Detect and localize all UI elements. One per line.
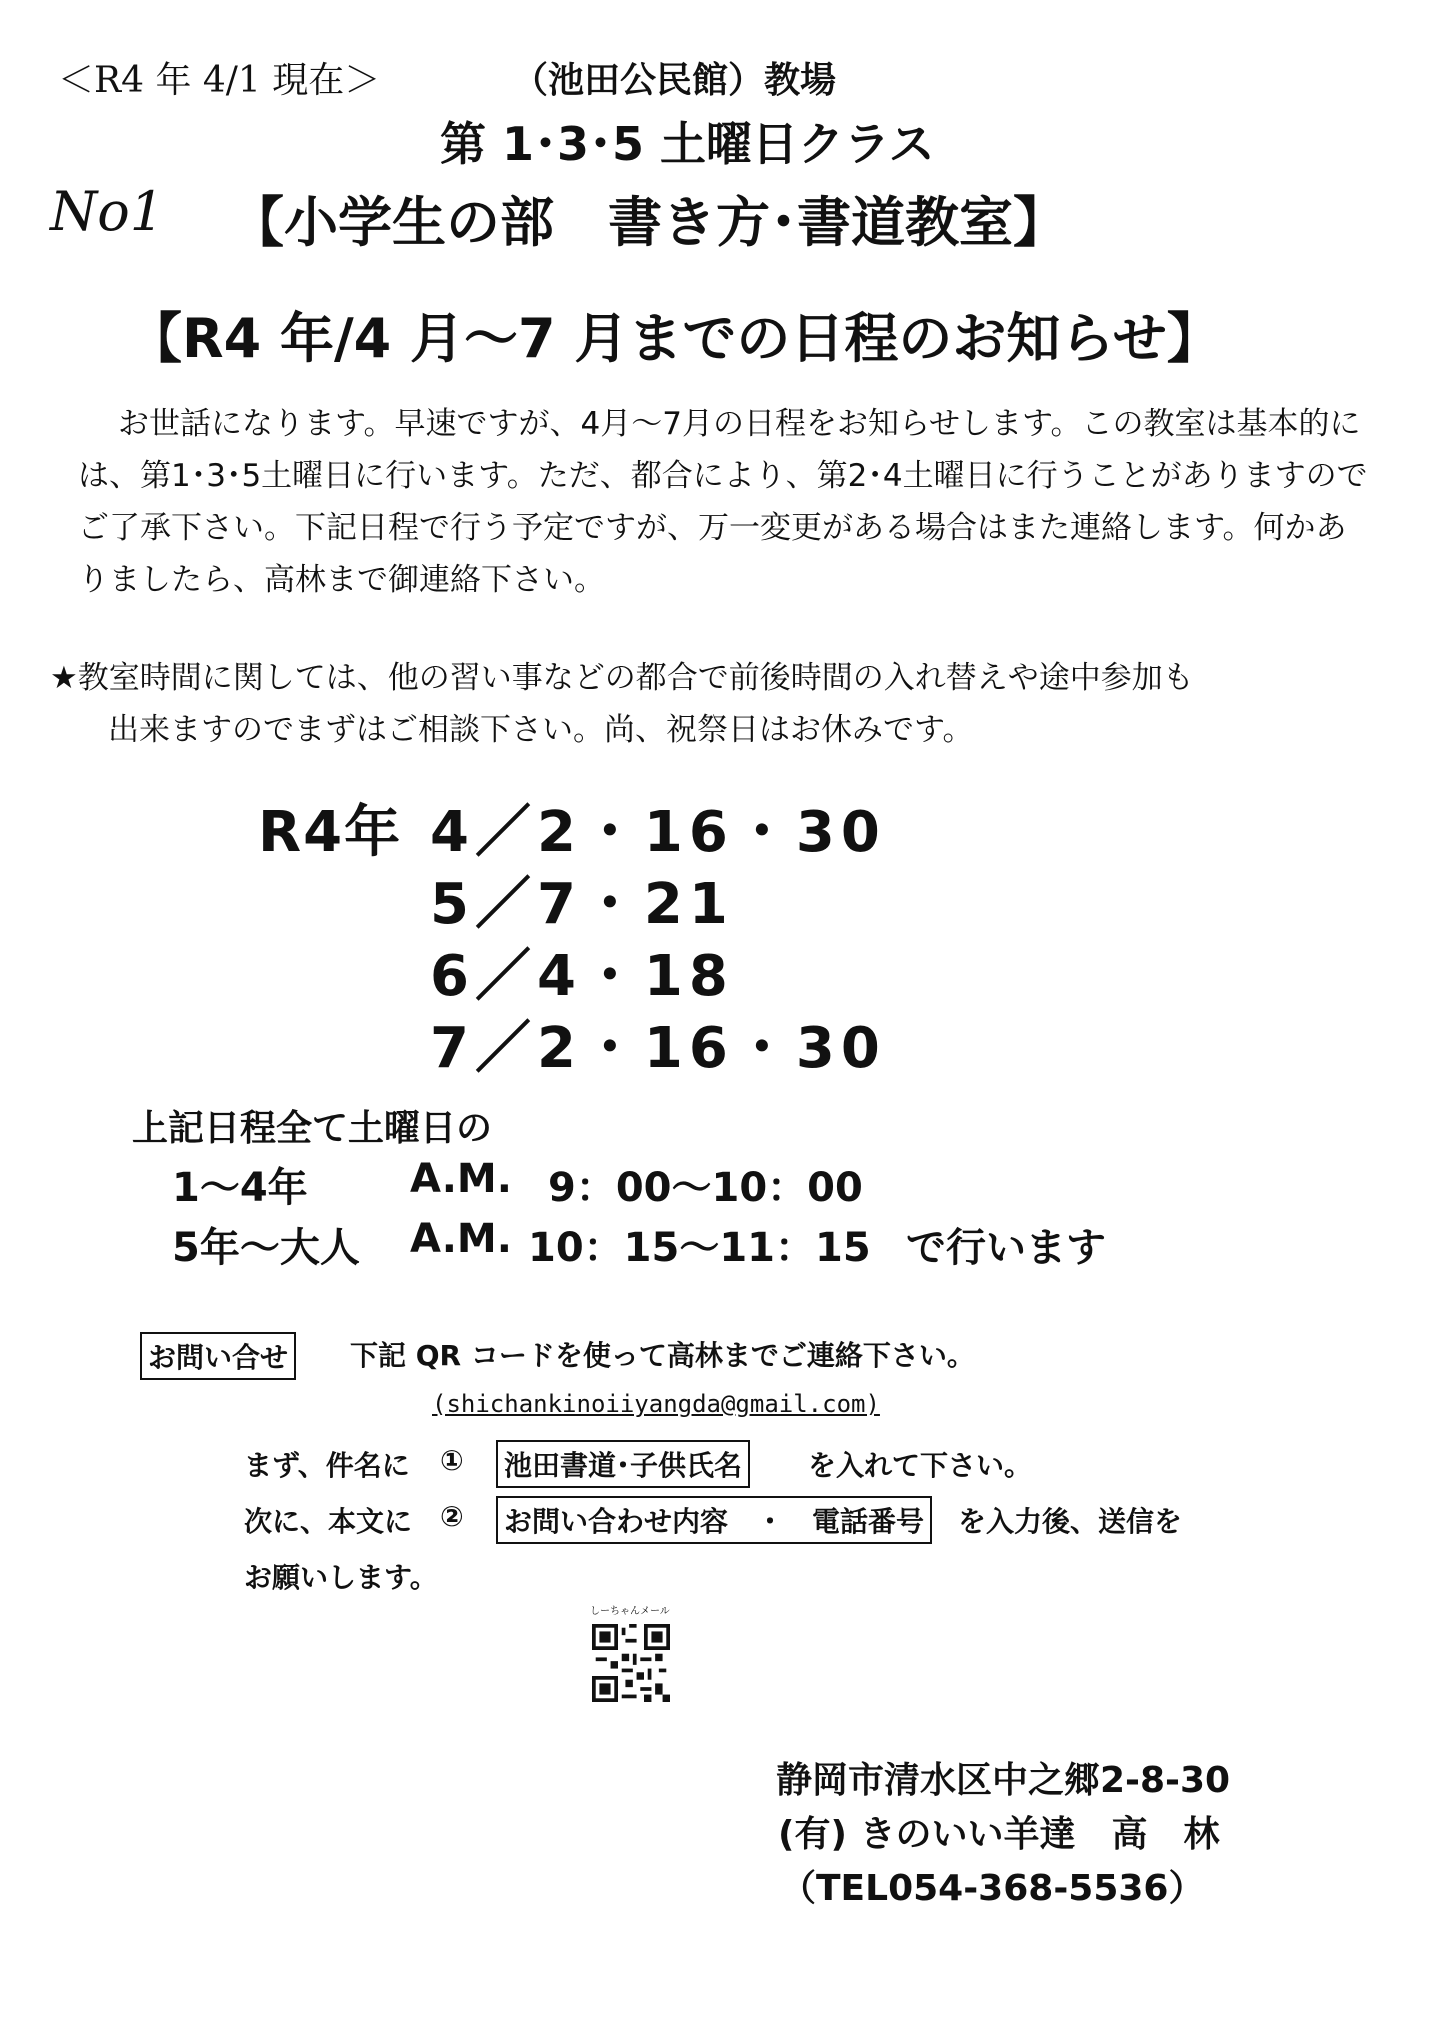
class-number: No1 bbox=[50, 180, 165, 243]
contact-label bbox=[140, 1332, 296, 1380]
step2-box: お問い合わせ内容 ・ 電話番号 bbox=[496, 1496, 932, 1544]
schedule-title: 【R4 年/4 月～7 月までの日程のお知らせ】 bbox=[128, 307, 1221, 370]
step-tail: お願いします。 bbox=[244, 1561, 438, 1594]
step1-number: ① bbox=[440, 1444, 464, 1477]
time-row-grade: 1～4年 bbox=[172, 1165, 308, 1211]
step1-after: を入れて下さい。 bbox=[808, 1449, 1033, 1482]
header-venue: （池田公民館）教場 bbox=[512, 60, 837, 101]
qr-code[interactable] bbox=[578, 1606, 684, 1716]
time-row-period: A.M. bbox=[410, 1216, 512, 1262]
note-line-2: 出来ますのでまずはご相談下さい。尚、祝祭日はお休みです。 bbox=[108, 712, 974, 748]
class-name: 第 1･3･5 土曜日クラス bbox=[440, 117, 935, 171]
footer-address: 静岡市清水区中之郷2-8-30 bbox=[776, 1760, 1231, 1801]
time-row-time: 10：15～11：15 bbox=[528, 1225, 871, 1271]
step2-number: ② bbox=[440, 1500, 464, 1533]
footer-tel: （TEL054-368-5536） bbox=[780, 1868, 1205, 1909]
schedule-date-may: 5／7・21 bbox=[430, 872, 734, 937]
intro-paragraph: お世話になります。早速ですが、4月～7月の日程をお知らせします。この教室は基本的には、第1･3･5土曜日に行います。ただ、都合により、第2･4土曜日に行うことがありますのでご了承下さい。下記日程で行う予定ですが、万一変更がある場合はまた連絡します。何かありましたら、高林まで御連絡下さい。 bbox=[78, 406, 1368, 598]
page-title: 【小学生の部 書き方･書道教室】 bbox=[230, 191, 1067, 254]
qr-code-icon bbox=[592, 1624, 670, 1702]
schedule-year-prefix: R4年 bbox=[258, 800, 403, 865]
schedule-date-june: 6／4・18 bbox=[430, 944, 734, 1009]
note-block bbox=[50, 652, 1340, 756]
time-row-grade: 5年～大人 bbox=[172, 1225, 360, 1271]
contact-email[interactable]: (shichankinoiiyangda@gmail.com) bbox=[432, 1390, 880, 1418]
step2-after: を入力後、送信を bbox=[958, 1505, 1183, 1538]
step2-label: 次に、本文に bbox=[244, 1505, 413, 1538]
step1-label: まず、件名に bbox=[244, 1449, 410, 1482]
schedule-date-april: 4／2・16・30 bbox=[430, 800, 886, 865]
qr-caption-top: しーちゃんメール bbox=[590, 1606, 670, 1617]
times-heading: 上記日程全て土曜日の bbox=[132, 1108, 493, 1149]
note-line-1: ★教室時間に関しては、他の習い事などの都合で前後時間の入れ替えや途中参加も bbox=[50, 660, 1194, 696]
time-row-time: 9：00～10：00 bbox=[548, 1165, 863, 1211]
schedule-date-july: 7／2・16・30 bbox=[430, 1016, 886, 1081]
time-row-suffix: で行います bbox=[906, 1225, 1106, 1271]
contact-text: 下記 QR コードを使って高林までご連絡下さい。 bbox=[350, 1339, 975, 1372]
step1-box: 池田書道･子供氏名 bbox=[496, 1440, 750, 1488]
footer-company: (有) きのいい羊達 高 林 bbox=[778, 1814, 1220, 1855]
time-row-period: A.M. bbox=[410, 1156, 512, 1202]
header-date-note: ＜R4 年 4/1 現在＞ bbox=[58, 60, 381, 101]
contact-label-box: お問い合せ bbox=[140, 1332, 296, 1380]
